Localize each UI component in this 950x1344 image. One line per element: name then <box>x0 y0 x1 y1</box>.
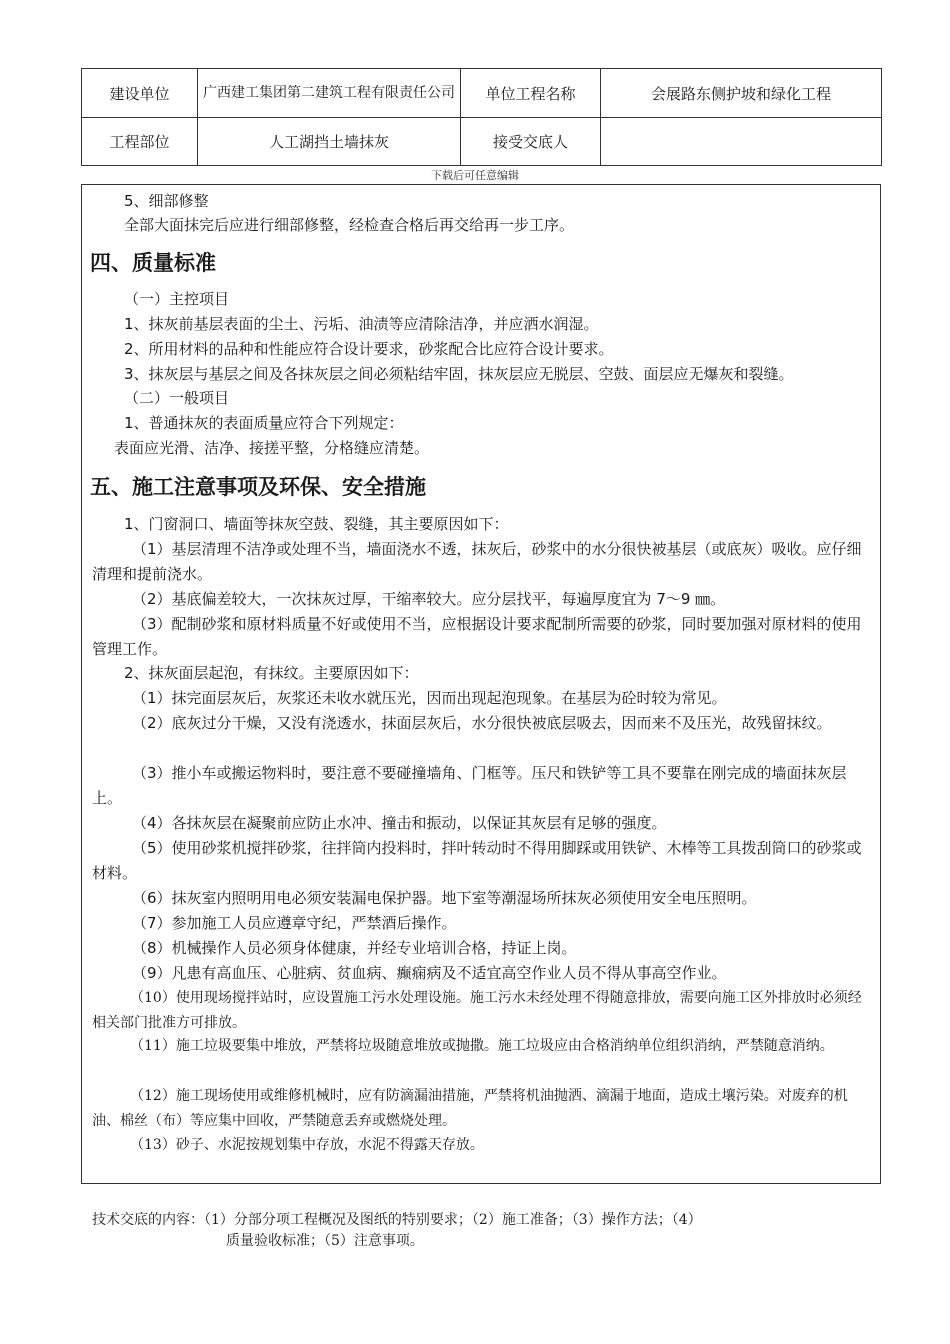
footer-note <box>92 1210 872 1252</box>
list-item: 2、抹灰面层起泡，有抹纹。主要原因如下： <box>124 664 419 682</box>
list-item: 1、普通抹灰的表面质量应符合下列规定： <box>124 414 404 432</box>
s5-title: 5、细部修整 <box>124 192 209 210</box>
list-item: （4）各抹灰层在凝聚前应防止水冲、撞击和振动，以保证其灰层有足够的强度。 <box>132 814 667 832</box>
list-item: 3、抹灰层与基层之间及各抹灰层之间必须粘结牢固，抹灰层应无脱层、空鼓、面层应无爆灰和裂缝。 <box>124 365 794 383</box>
list-item: （10）使用现场搅拌站时，应设置施工污水处理设施。施工污水未经处理不得随意排放，需要向施工区外排放时必须经相关部门批准方可排放。 <box>92 990 862 1031</box>
list-item: （11）施工垃圾要集中堆放，严禁将垃圾随意堆放或抛撒。施工垃圾应由合格消纳单位组织消纳，严禁随意消纳。 <box>130 1038 834 1054</box>
receiver-value <box>601 118 882 166</box>
list-item: （3）配制砂浆和原材料质量不好或使用不当，应根据设计要求配制所需要的砂浆，同时要加强对原材料的使用管理工作。 <box>92 615 862 658</box>
section-heading-5: 五、施工注意事项及环保、安全措施 <box>90 475 426 499</box>
list-item: （5）使用砂浆机搅拌砂浆，往拌筒内投料时，拌叶转动时不得用脚踩或用铁铲、木棒等工具拨刮筒口的砂浆或材料。 <box>92 839 862 882</box>
list-item: （8）机械操作人员必须身体健康，并经专业培训合格，持证上岗。 <box>132 939 577 957</box>
footer-line-1: 技术交底的内容：（1）分部分项工程概况及图纸的特别要求；（2）施工准备；（3）操作方法；（4） <box>92 1212 702 1228</box>
list-item: （一）主控项目 <box>124 290 230 308</box>
s5-text: 全部大面抹完后应进行细部修整，经检查合格后再交给再一步工序。 <box>124 216 575 234</box>
content-box <box>81 184 881 1184</box>
list-item: （二）一般项目 <box>124 389 230 407</box>
header-row <box>82 69 882 118</box>
receiver-label: 接受交底人 <box>461 118 601 166</box>
footer-line-2: 质量验收标准；（5）注意事项。 <box>226 1233 424 1249</box>
part-label: 工程部位 <box>82 118 198 166</box>
list-item: 表面应光滑、洁净、接搓平整，分格缝应清楚。 <box>114 439 430 457</box>
list-item: 2、所用材料的品种和性能应符合设计要求，砂浆配合比应符合设计要求。 <box>124 340 614 358</box>
list-item: 1、门窗洞口、墙面等抹灰空鼓、裂缝，其主要原因如下： <box>124 515 509 533</box>
list-item: （3）推小车或搬运物料时，要注意不要碰撞墙角、门框等。压尺和铁铲等工具不要靠在刚完成的墙面抹灰层上。 <box>92 764 847 807</box>
list-item: 1、抹灰前基层表面的尘土、污垢、油渍等应清除洁净，并应洒水润湿。 <box>124 315 599 333</box>
watermark-text: 下载后可任意编辑 <box>431 169 519 182</box>
list-item: （9）凡患有高血压、心脏病、贫血病、癫痫病及不适宜高空作业人员不得从事高空作业。 <box>132 964 727 982</box>
project-value: 会展路东侧护坡和绿化工程 <box>601 69 882 118</box>
builder-label: 建设单位 <box>82 69 198 118</box>
list-item: （7）参加施工人员应遵章守纪，严禁酒后操作。 <box>132 914 457 932</box>
list-item: （13）砂子、水泥按规划集中存放，水泥不得露天存放。 <box>130 1137 484 1153</box>
list-item: （1）抹完面层灰后，灰浆还未收水就压光，因而出现起泡现象。在基层为砼时较为常见。 <box>132 689 727 707</box>
project-label: 单位工程名称 <box>461 69 601 118</box>
list-item: （2）基底偏差较大，一次抹灰过厚，干缩率较大。应分层找平，每遍厚度宜为 7～9 ㎜。 <box>132 590 726 608</box>
list-item: （6）抹灰室内照明用电必须安装漏电保护器。地下室等潮湿场所抹灰必须使用安全电压照明。 <box>132 889 757 907</box>
header-row <box>82 118 882 166</box>
header-table <box>81 68 882 166</box>
list-item: （12）施工现场使用或维修机械时，应有防滴漏油措施，严禁将机油抛洒、滴漏于地面，造成土壤污染。对废弃的机油、棉丝（布）等应集中回收，严禁随意丢弃或燃烧处理。 <box>92 1088 848 1129</box>
list-item: （1）基层清理不洁净或处理不当，墙面浇水不透，抹灰后，砂浆中的水分很快被基层（或底灰）吸收。应仔细清理和提前浇水。 <box>92 540 862 583</box>
list-item: （2）底灰过分干燥，又没有浇透水，抹面层灰后，水分很快被底层吸去，因而来不及压光，故残留抹纹。 <box>132 714 832 732</box>
part-value: 人工湖挡土墙抹灰 <box>198 118 461 166</box>
builder-value: 广西建工集团第二建筑工程有限责任公司 <box>198 69 461 118</box>
section-heading-4: 四、质量标准 <box>90 251 216 275</box>
